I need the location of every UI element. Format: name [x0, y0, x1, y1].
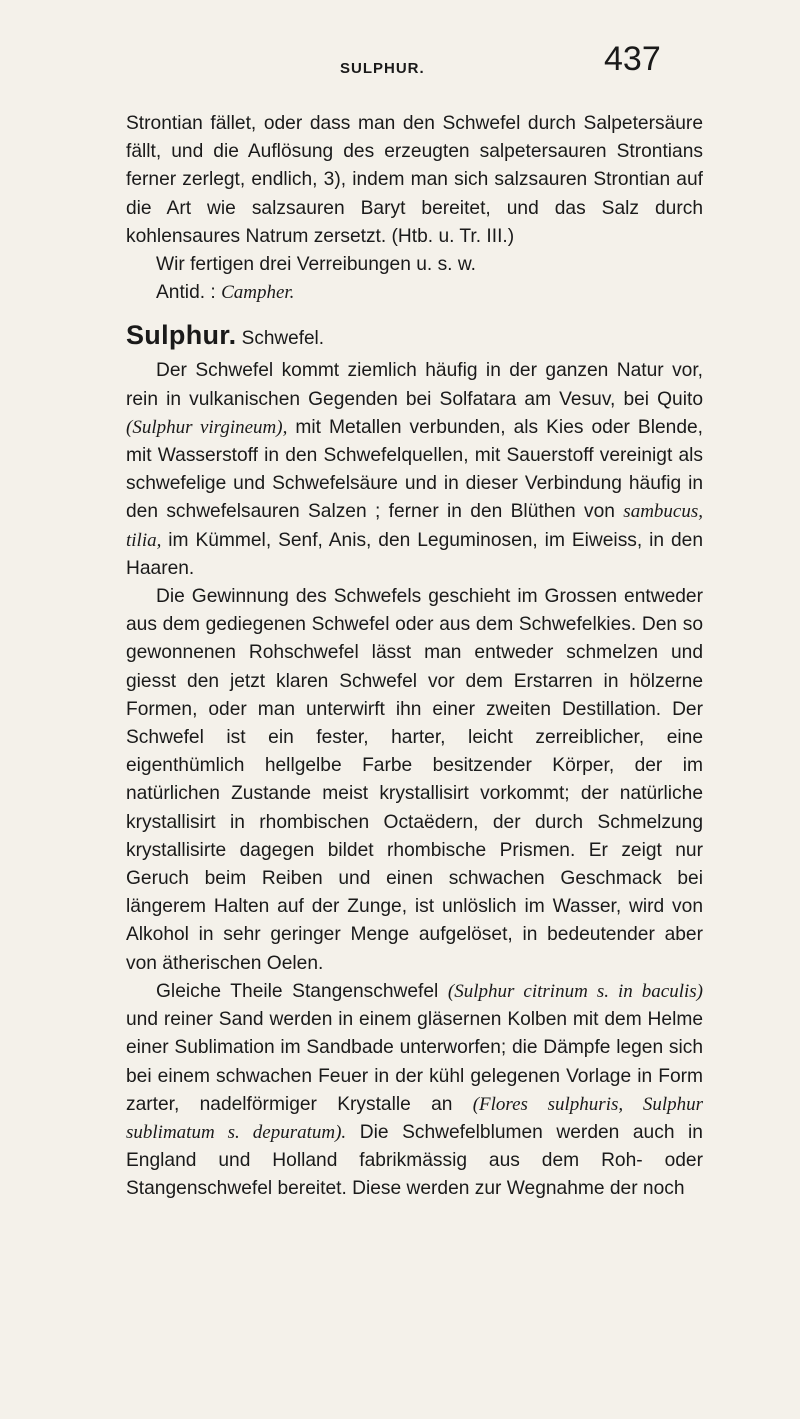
italic-run: (Sulphur citrinum s. in baculis): [447, 980, 703, 1002]
paragraph-occurrence: [126, 357, 703, 583]
antidote-value: Campher.: [221, 282, 295, 304]
antidote-label: Antid. :: [156, 282, 222, 304]
body-text: [126, 110, 703, 1204]
heading-word: Sulphur.: [126, 320, 237, 351]
paragraph-sublimation: [126, 978, 703, 1204]
text-run: Die Schwefelblumen werden auch in England und Holland fabrikmässig aus dem Roh- oder Stangenschwefel bereitet. Diese werden zur Wegnahme der noch: [126, 1121, 703, 1200]
paragraph-production: Die Gewinnung des Schwefels geschieht im Grossen entweder aus dem gediegenen Schwefel oder aus dem Schwefelkies. Den so gewonnenen Rohschwefel lässt man entweder schmelzen und giesst den jetzt klaren Schwefel vor dem Erstarren in hölzerne Formen, oder man unterwirft ihn einer zweiten Destillation. Der Schwefel ist ein fester, harter, leicht zerreiblicher, eine eigenthümlich hellgelbe Farbe besitzender Körper, der im natürlichen Zustande meist krystallisirt vorkommt; der natürliche krystallisirt in rhombischen Octaëdern, der durch Schmelzung krystallisirte dagegen bildet rhombische Prismen. Er zeigt nur Geruch beim Reiben und einen schwachen Geschmack bei längerem Halten auf der Zunge, ist unlöslich im Wasser, wird von Alkohol in sehr geringer Menge aufgelöset, in bedeutender aber von ätherischen Oelen.: [126, 586, 703, 974]
text-run: im Kümmel, Senf, Anis, den Leguminosen, im Eiweiss, in den Haaren.: [126, 529, 703, 579]
text-run: Gleiche Theile Stangenschwefel: [156, 980, 448, 1002]
running-head: SULPHUR.: [340, 60, 425, 77]
italic-run: sambucus, tilia,: [126, 501, 703, 551]
paragraph-antidote: [126, 279, 703, 307]
page-number: 437: [604, 40, 661, 78]
paragraph-triturations: Wir fertigen drei Verreibungen u. s. w.: [156, 254, 476, 276]
text-run: Der Schwefel kommt ziemlich häufig in der ganzen Natur vor, rein in vulkanischen Gegenden bei Solfatara am Vesuv, bei Quito: [126, 360, 703, 410]
italic-run: (Flores sulphuris, Sulphur sublimatum s. depuratum).: [126, 1093, 704, 1143]
italic-run: (Sulphur virgineum),: [126, 416, 288, 438]
heading-translation: Schwefel.: [236, 328, 325, 350]
section-heading: [126, 317, 703, 357]
text-run: und reiner Sand werden in einem gläsernen Kolben mit dem Helme einer Sublimation im Sandbade unterworfen; die Dämpfe legen sich bei einem schwachen Feuer in der kühl gelegenen Vorlage in Form zarter, nadelförmiger Krystalle an: [126, 1009, 703, 1115]
text-run: mit Metallen verbunden, als Kies oder Blende, mit Wasserstoff in den Schwefelquellen, mit Sauerstoff vereinigt als schwefelige und Schwefelsäure und in dieser Verbindung häufig in den schwefelsauren Salzen ; ferner in den Blüthen von: [126, 416, 703, 523]
paragraph-continued: Strontian fället, oder dass man den Schwefel durch Salpetersäure fällt, und die Auflösung des erzeugten salpetersauren Strontians ferner zerlegt, endlich, 3), indem man sich salzsauren Strontian auf die Art wie salzsauren Baryt bereitet, und das Salz durch kohlensaures Natrum zersetzt. (Htb. u. Tr. III.): [126, 113, 703, 247]
